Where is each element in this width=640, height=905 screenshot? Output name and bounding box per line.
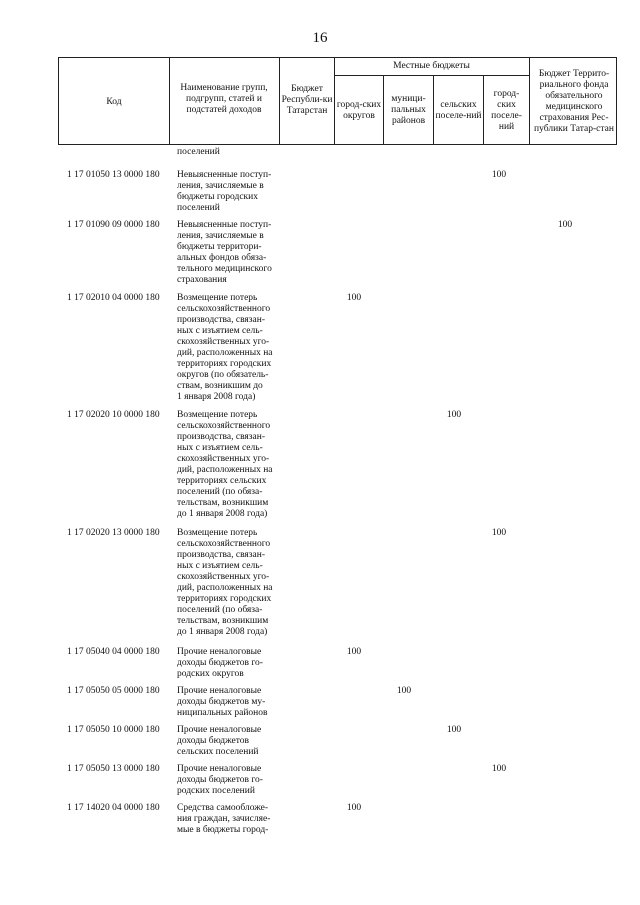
header-code: Код (106, 96, 122, 107)
row-code: 1 17 01050 13 0000 180 (67, 170, 160, 180)
header-rt-budget: Бюджет Республи-ки Татарстан (281, 83, 333, 116)
value-urban-settlements: 100 (491, 170, 507, 180)
row-name: Прочие неналоговые доходы бюджетов го- родских округов (177, 647, 263, 679)
row-code: 1 17 05040 04 0000 180 (67, 647, 160, 657)
value-urban-settlements: 100 (491, 764, 507, 774)
row-code: 1 17 05050 10 0000 180 (67, 725, 160, 735)
header-urban-settlements: город-ских поселе-ний (491, 88, 522, 132)
value-urban-districts: 100 (346, 647, 362, 657)
divider (483, 75, 484, 144)
row-code: 1 17 02020 10 0000 180 (67, 410, 160, 420)
row-code: 1 17 02020 13 0000 180 (67, 528, 160, 538)
row-name: Прочие неналоговые доходы бюджетов сельских поселений (177, 725, 262, 757)
divider (169, 58, 170, 144)
row-name: Невыясненные поступ- ления, зачисляемые в бюджеты городских поселений (177, 170, 272, 213)
page-number: 16 (312, 30, 328, 46)
row-name: Прочие неналоговые доходы бюджетов му- ниципальных районов (177, 686, 268, 718)
value-urban-districts: 100 (346, 293, 362, 303)
divider (383, 75, 384, 144)
value-rural-settlements: 100 (446, 725, 462, 735)
value-tfoms: 100 (557, 220, 573, 230)
divider (529, 58, 530, 144)
row-code: 1 17 14020 04 0000 180 (67, 803, 160, 813)
row-name: Возмещение потерь сельскохозяйственного производства, связан- ных с изъятием сель- скохозяйственных уго- дий, расположенных на территориях городских поселений (по обяза- тельствам, возникшим до 1 января 2008 года) (177, 528, 273, 637)
row-code: 1 17 02010 04 0000 180 (67, 293, 160, 303)
row-code: 1 17 01090 09 0000 180 (67, 220, 160, 230)
header-rural-settlements: сельских поселе-ний (435, 99, 482, 121)
row-code: 1 17 05050 05 0000 180 (67, 686, 160, 696)
row-name: Прочие неналоговые доходы бюджетов го- родских поселений (177, 764, 263, 796)
header-local-budgets: Местные бюджеты (393, 61, 470, 71)
header-name: Наименование групп, подгрупп, статей и подстатей доходов (180, 82, 268, 115)
header-tfoms: Бюджет Террито-риального фонда обязательного медицинского страхования Рес-публики Татар-стан (534, 69, 614, 134)
divider (433, 75, 434, 144)
value-urban-districts: 100 (346, 803, 362, 813)
continuation-text: поселений (177, 147, 220, 157)
row-name: Средства самообложе- ния граждан, зачисляе- мые в бюджеты город- (177, 803, 271, 835)
value-municipal-districts: 100 (396, 686, 412, 696)
row-name: Невыясненные поступ- ления, зачисляемые в бюджеты территори- альных фондов обяза- тельного медицинского страхования (177, 220, 272, 285)
value-rural-settlements: 100 (446, 410, 462, 420)
divider (279, 58, 280, 144)
table-header (58, 57, 617, 145)
value-urban-settlements: 100 (491, 528, 507, 538)
row-name: Возмещение потерь сельскохозяйственного производства, связан- ных с изъятием сель- скохозяйственных уго- дий, расположенных на территориях сельских поселений (по обяза- тельствам, возникшим до 1 января 2008 года) (177, 410, 273, 519)
header-municipal-districts: муници-пальных районов (391, 94, 426, 126)
header-urban-districts: город-ских округов (336, 99, 382, 121)
row-name: Возмещение потерь сельскохозяйственного производства, связан- ных с изъятием сель- скохозяйственных уго- дий, расположенных на территориях городских округов (по обязатель- ствам, возникшим до 1 января 2008 года) (177, 293, 273, 402)
row-code: 1 17 05050 13 0000 180 (67, 764, 160, 774)
